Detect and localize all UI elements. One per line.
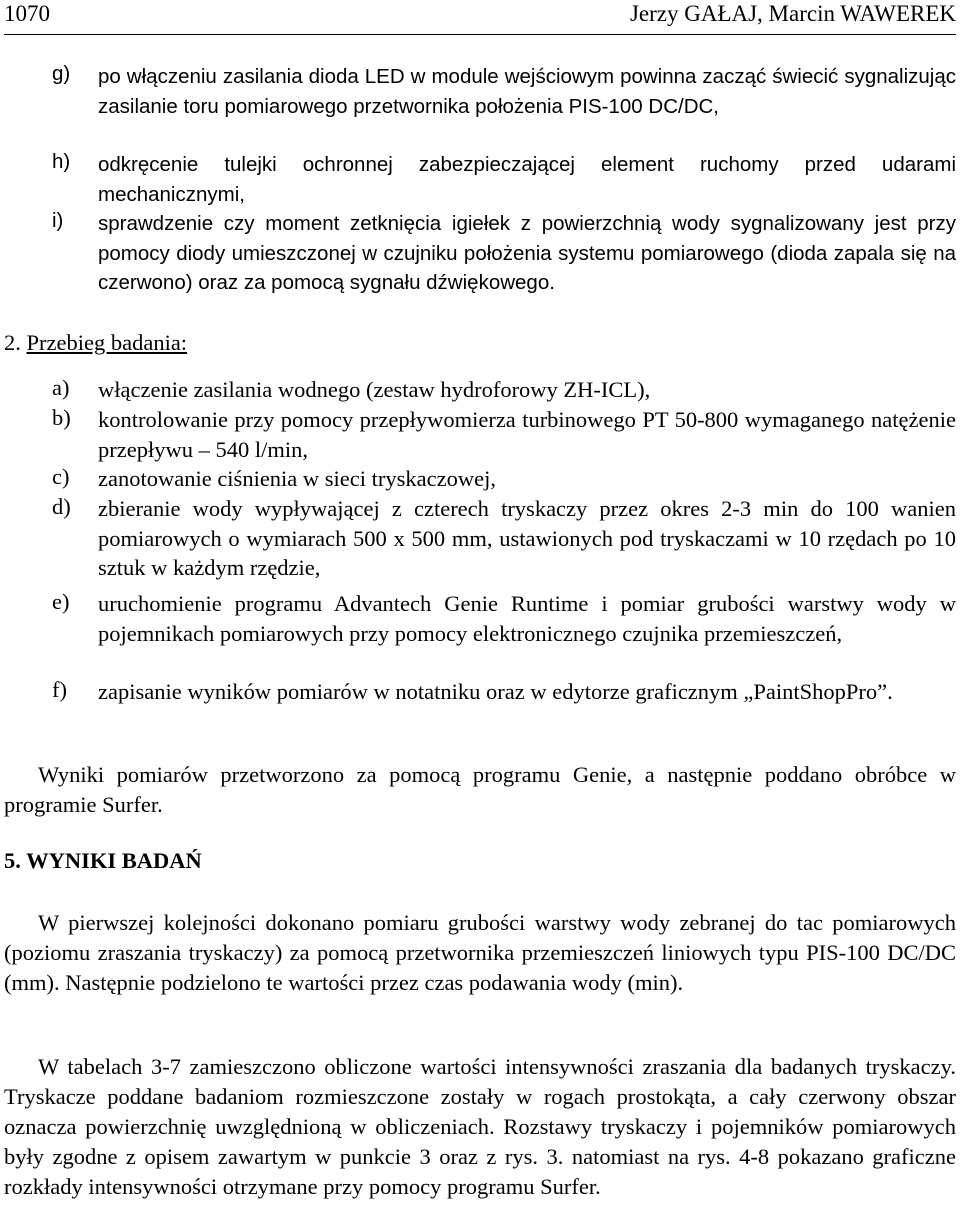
paragraph-genie — [4, 760, 956, 820]
section-number: 2. — [4, 330, 21, 355]
list-item — [0, 375, 960, 405]
paragraph-results-1 — [4, 908, 956, 998]
list-procedure-steps — [0, 375, 960, 737]
list-item-text: zapisanie wyników pomiarów w notatniku oraz w edytorze graficznym „PaintShopPro”. — [98, 679, 893, 704]
section-number: 5. — [4, 848, 21, 873]
list-marker: b) — [52, 405, 71, 430]
list-marker: d) — [52, 494, 71, 519]
paragraph-text: Wyniki pomiarów przetworzono za pomocą programu Genie, a następnie poddano obróbce w programie Surfer. — [4, 762, 956, 817]
list-item — [0, 405, 960, 464]
section-heading-5 — [4, 846, 202, 876]
list-item — [0, 494, 960, 589]
list-item-text: odkręcenie tulejki ochronnej zabezpieczającej element ruchomy przed udarami mechanicznymi, — [98, 153, 956, 206]
list-marker: g) — [52, 62, 71, 85]
paragraph-text: W pierwszej kolejności dokonano pomiaru grubości warstwy wody zebranej do tac pomiarowych (poziomu zraszania tryskaczy) za pomocą przetwornika przemieszczeń liniowych typu PIS-100 DC/DC (mm). Następnie podzielono te wartości przez czas podawania wody (min). — [4, 910, 956, 995]
list-item — [0, 464, 960, 494]
list-item-text: sprawdzenie czy moment zetknięcia igiełek z powierzchnią wody sygnalizowany jest przy pomocy diody umieszczonej w czujniku położenia systemu pomiarowego (dioda zapala się na czerwono) oraz za pomocą sygnału dźwiękowego. — [98, 212, 956, 294]
list-marker: i) — [52, 209, 64, 232]
section-title: Przebieg badania: — [26, 330, 188, 355]
list-item — [0, 589, 960, 677]
list-marker: a) — [52, 375, 70, 400]
section-title: WYNIKI BADAŃ — [26, 848, 202, 873]
paragraph-results-2 — [4, 1052, 956, 1202]
list-item-text: po włączeniu zasilania dioda LED w module wejściowym powinna zacząć świecić sygnalizując zasilanie toru pomiarowego przetwornika położenia PIS-100 DC/DC, — [98, 65, 956, 118]
list-item-text: uruchomienie programu Advantech Genie Runtime i pomiar grubości warstwy wody w pojemnikach pomiarowych przy pomocy elektronicznego czujnika przemieszczeń, — [98, 591, 956, 646]
list-marker: h) — [52, 150, 71, 173]
list-item-text: zanotowanie ciśnienia w sieci tryskaczowej, — [98, 466, 496, 491]
list-item — [0, 677, 960, 737]
list-item — [0, 209, 960, 298]
list-setup-steps — [0, 62, 960, 298]
list-item-text: kontrolowanie przy pomocy przepływomierza turbinowego PT 50-800 wymaganego natężenie przepływu – 540 l/min, — [98, 407, 956, 462]
page-header — [4, 0, 956, 35]
section-heading-2 — [4, 328, 187, 358]
header-authors: Jerzy GAŁAJ, Marcin WAWEREK — [629, 1, 956, 26]
list-item-text: zbieranie wody wypływającej z czterech tryskaczy przez okres 2-3 min do 100 wanien pomiarowych o wymiarach 500 x 500 mm, ustawionych pod tryskaczami w 10 rzędach po 10 sztuk w każdym rzędzie, — [98, 496, 956, 580]
paragraph-text: W tabelach 3-7 zamieszczono obliczone wartości intensywności zraszania dla badanych tryskaczy. Tryskacze poddane badaniom rozmieszczone zostały w rogach prostokąta, a cały czerwony obszar oznacza powierzchnię uwzględnioną w obliczeniach. Rozstawy tryskaczy i pojemników pomiarowych były zgodne z opisem zawartym w punkcie 3 oraz z rys. 3. natomiast na rys. 4-8 pokazano graficzne rozkłady intensywności otrzymane przy pomocy programu Surfer. — [4, 1054, 956, 1199]
list-marker: c) — [52, 464, 70, 489]
page-number: 1070 — [4, 1, 50, 26]
list-item — [0, 62, 960, 150]
list-item — [0, 150, 960, 209]
list-item-text: włączenie zasilania wodnego (zestaw hydroforowy ZH-ICL), — [98, 377, 651, 402]
list-marker: e) — [52, 589, 70, 614]
list-marker: f) — [52, 677, 67, 702]
